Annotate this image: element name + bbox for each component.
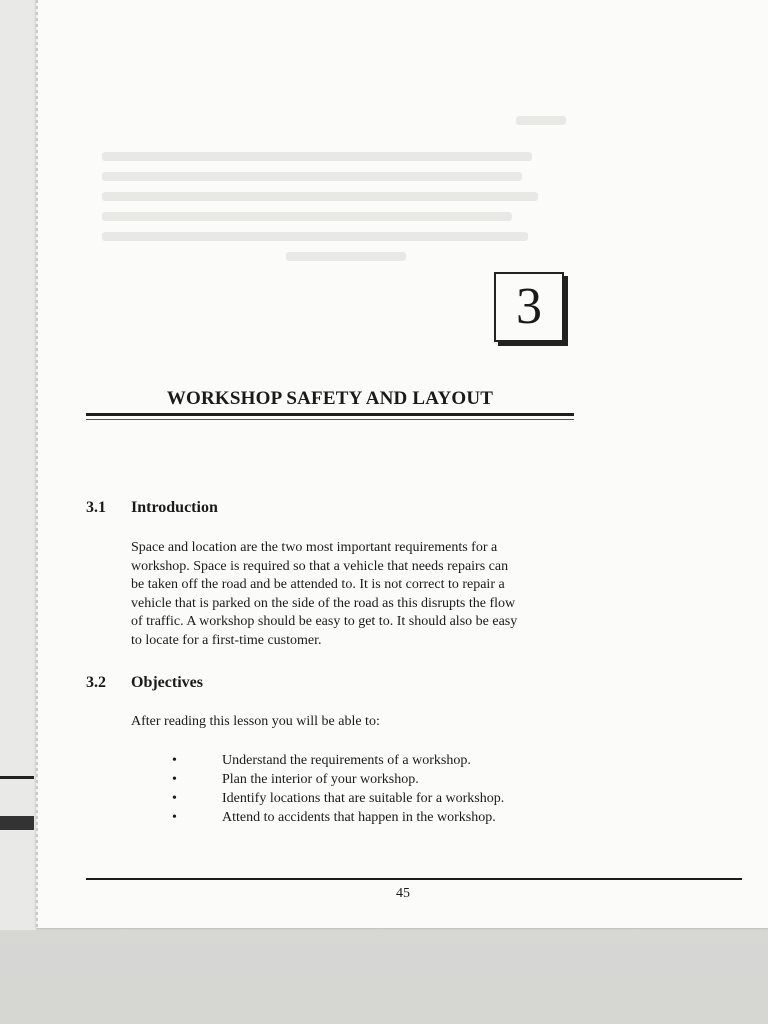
list-item-text: Attend to accidents that happen in the workshop. — [222, 810, 496, 825]
title-divider-thin — [86, 419, 574, 420]
book-page — [36, 0, 768, 928]
paragraph-line: be taken off the road and be attended to. It is not correct to repair a — [131, 577, 505, 592]
scanner-left-strip — [0, 0, 36, 930]
paragraph-line: Space and location are the two most important requirements for a — [131, 540, 498, 555]
scanner-mark — [0, 816, 34, 830]
section-number: 3.1 — [86, 499, 106, 516]
section-number: 3.2 — [86, 674, 106, 691]
page-perforated-edge — [36, 0, 38, 928]
section-title: Objectives — [131, 674, 203, 691]
objectives-lead: After reading this lesson you will be able to: — [131, 714, 380, 729]
list-item-text: Identify locations that are suitable for a workshop. — [222, 791, 505, 806]
section-heading-introduction — [86, 499, 218, 517]
paragraph-line: vehicle that is parked on the side of the road as this disrupts the flow — [131, 595, 516, 611]
bullet-icon: • — [172, 810, 177, 825]
bullet-icon: • — [172, 791, 177, 806]
section-heading-objectives — [86, 674, 203, 692]
introduction-paragraph — [131, 539, 565, 650]
objectives-list — [172, 751, 504, 827]
list-item-text: Understand the requirements of a workshop. — [222, 753, 471, 768]
list-item — [172, 789, 504, 808]
list-item-text: Plan the interior of your workshop. — [222, 772, 419, 787]
list-item — [172, 751, 504, 770]
bullet-icon: • — [172, 753, 177, 768]
scanner-mark — [0, 776, 34, 779]
section-title: Introduction — [131, 499, 218, 516]
page-number: 45 — [396, 886, 410, 901]
paragraph-line: of traffic. A workshop should be easy to get to. It should also be easy — [131, 614, 518, 629]
chapter-number-box — [494, 272, 564, 342]
title-divider — [86, 413, 574, 416]
list-item — [172, 770, 504, 789]
paragraph-line: workshop. Space is required so that a vehicle that needs repairs can — [131, 558, 509, 574]
chapter-title: WORKSHOP SAFETY AND LAYOUT — [166, 388, 494, 409]
footer-divider — [86, 878, 742, 880]
bullet-icon: • — [172, 772, 177, 787]
list-item — [172, 808, 504, 827]
chapter-number: 3 — [516, 278, 542, 335]
paragraph-line: to locate for a first-time customer. — [131, 632, 322, 648]
